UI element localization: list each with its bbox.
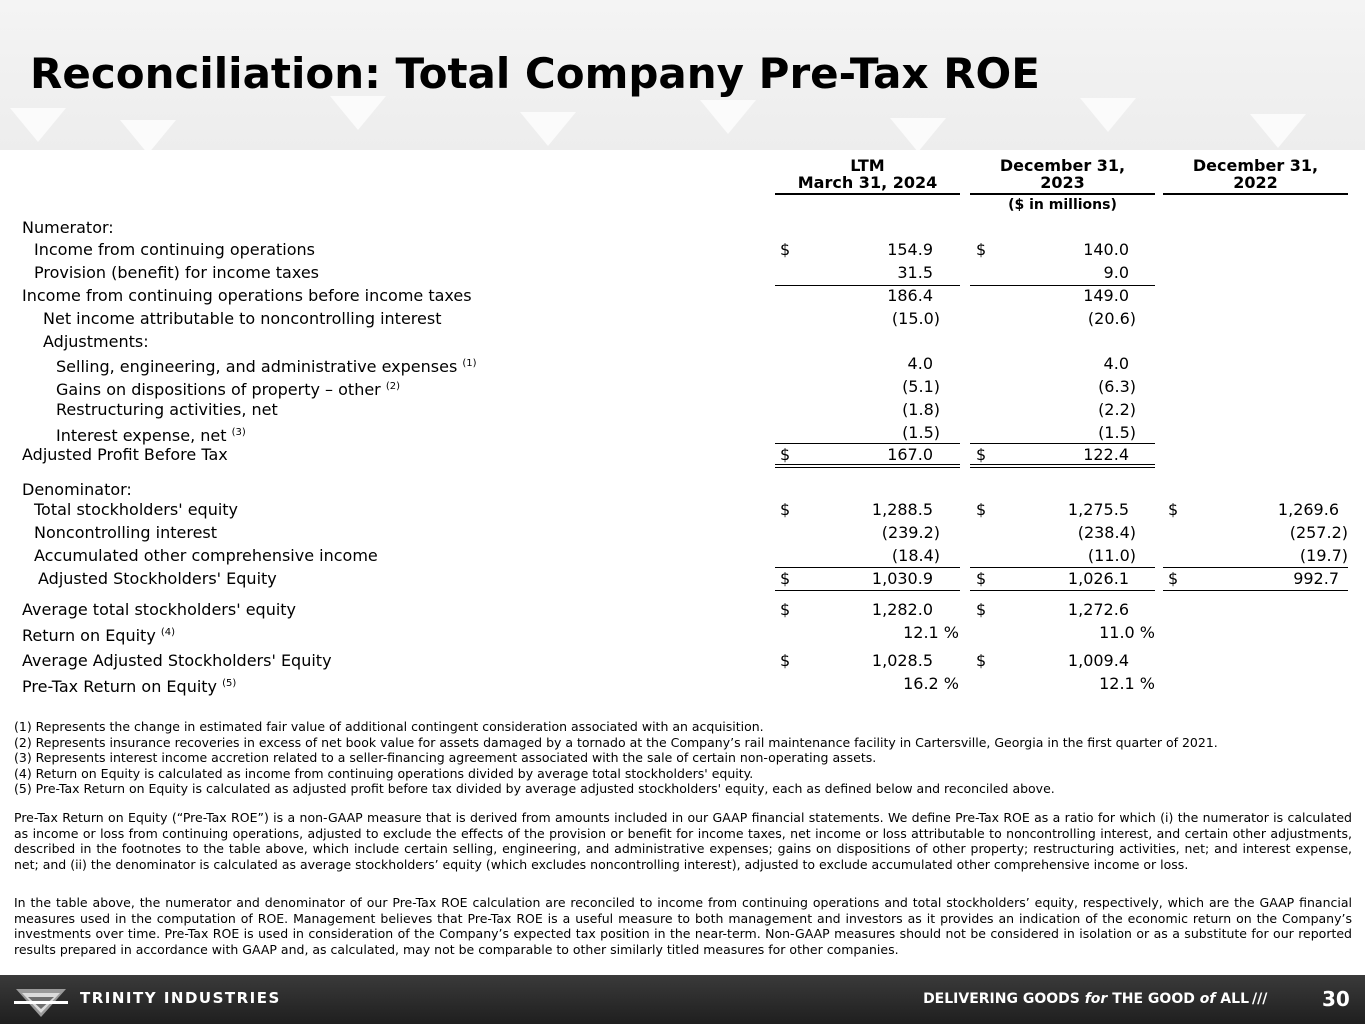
row-label bbox=[34, 545, 378, 567]
value-text: (239.2) bbox=[881, 523, 940, 542]
row-label-text: Adjusted Stockholders' Equity bbox=[38, 569, 277, 588]
value-text: (18.4) bbox=[891, 546, 940, 565]
row-label bbox=[34, 239, 315, 261]
currency-symbol: $ bbox=[976, 600, 987, 619]
value-cell bbox=[780, 545, 955, 567]
value-cell bbox=[780, 376, 955, 398]
currency-symbol: $ bbox=[976, 445, 987, 464]
decor-triangle bbox=[1250, 114, 1306, 148]
value-text: 149.0 bbox=[1083, 286, 1129, 305]
units-label: ($ in millions) bbox=[1008, 197, 1117, 213]
row-label-text: Numerator: bbox=[22, 218, 114, 237]
value-text: 140.0 bbox=[1083, 240, 1129, 259]
footnote: (2) Represents insurance recoveries in excess of net book value for assets damaged by a tornado at the Company’s rail maintenance facility in Cartersville, Georgia in the first quarter of 2021. bbox=[14, 734, 1218, 750]
value-text: (6.3) bbox=[1098, 377, 1136, 396]
decor-triangle bbox=[520, 112, 576, 146]
explanation-paragraph: In the table above, the numerator and denominator of our Pre-Tax ROE calculation are reconciled to income from continuing operations and total stockholders’ equity, respectively, which are the GAAP financial measures used in the computation of ROE. Management believes that Pre-Tax ROE is a useful measure to both management and investors as it provides an indication of the economic return on the Company’s investments over time. Pre-Tax ROE is used in consideration of the Company’s expected tax position in the near-term. Non-GAAP measures should not be considered in isolation or as a substitute for our reported results prepared in accordance with GAAP and, as calculated, may not be comparable to other similarly titled measures for other companies. bbox=[14, 895, 1352, 957]
value-cell bbox=[1168, 522, 1348, 544]
value-text: (257.2) bbox=[1289, 523, 1348, 542]
value-cell bbox=[1168, 568, 1348, 590]
value-cell bbox=[780, 422, 955, 444]
footnote: (4) Return on Equity is calculated as income from continuing operations divided by average total stockholders' equity. bbox=[14, 765, 754, 781]
row-label-text: Selling, engineering, and administrative expenses bbox=[56, 357, 458, 376]
value-text: 4.0 bbox=[1103, 354, 1129, 373]
column-header-2022 bbox=[1163, 157, 1348, 191]
column-header-line2: March 31, 2024 bbox=[797, 173, 938, 192]
subtotal-rule bbox=[775, 285, 960, 286]
row-label-text: Pre-Tax Return on Equity bbox=[22, 677, 218, 696]
header-band bbox=[0, 0, 1365, 150]
value-text: 11.0 % bbox=[1099, 623, 1155, 642]
row-label-text: Gains on dispositions of property – other bbox=[56, 380, 381, 399]
subtotal-rule bbox=[970, 285, 1155, 286]
column-header-line1: December 31, bbox=[1192, 156, 1319, 175]
column-header-rule bbox=[970, 193, 1155, 195]
table-row bbox=[0, 444, 1365, 466]
column-header-line2: 2022 bbox=[1233, 173, 1278, 192]
value-text: 31.5 bbox=[897, 263, 933, 282]
value-cell bbox=[976, 239, 1151, 261]
value-text: (20.6) bbox=[1087, 309, 1136, 328]
row-label-text: Average Adjusted Stockholders' Equity bbox=[22, 651, 332, 670]
row-label bbox=[22, 673, 236, 698]
column-header-line2: 2023 bbox=[1040, 173, 1085, 192]
row-label bbox=[56, 353, 477, 378]
table-row bbox=[0, 422, 1365, 444]
brand-name: TRINITY INDUSTRIES bbox=[80, 989, 281, 1007]
value-cell bbox=[780, 622, 959, 644]
value-cell bbox=[780, 522, 955, 544]
tagline-part: DELIVERING GOODS bbox=[923, 991, 1085, 1007]
value-text: 16.2 % bbox=[903, 674, 959, 693]
total-rule bbox=[775, 443, 960, 444]
footer-bar bbox=[0, 975, 1365, 1024]
value-cell bbox=[976, 399, 1151, 421]
value-cell bbox=[976, 673, 1155, 695]
column-header-ltm bbox=[775, 157, 960, 191]
currency-symbol: $ bbox=[1168, 569, 1179, 588]
value-text: 1,030.9 bbox=[871, 569, 933, 588]
row-label-text: Provision (benefit) for income taxes bbox=[34, 263, 320, 282]
column-header-line1: LTM bbox=[850, 156, 885, 175]
table-row bbox=[0, 376, 1365, 398]
currency-symbol: $ bbox=[780, 651, 791, 670]
value-cell bbox=[780, 650, 955, 672]
value-cell bbox=[976, 262, 1151, 284]
row-label bbox=[34, 499, 238, 521]
row-label-text: Interest expense, net bbox=[56, 426, 227, 445]
subtotal-rule bbox=[970, 567, 1155, 568]
value-cell bbox=[780, 568, 955, 590]
footnote-ref: (1) bbox=[462, 358, 477, 369]
value-cell bbox=[976, 599, 1151, 621]
table-row bbox=[0, 568, 1365, 590]
value-text: 1,028.5 bbox=[871, 651, 933, 670]
value-cell bbox=[976, 522, 1151, 544]
table-row bbox=[0, 285, 1365, 307]
value-text: 12.1 % bbox=[903, 623, 959, 642]
value-cell bbox=[780, 444, 955, 466]
subtotal-rule bbox=[1163, 567, 1348, 568]
table-row bbox=[0, 545, 1365, 567]
value-cell bbox=[780, 262, 955, 284]
decor-triangle bbox=[120, 120, 176, 150]
currency-symbol: $ bbox=[976, 500, 987, 519]
value-cell bbox=[780, 399, 955, 421]
table-row bbox=[0, 622, 1365, 644]
footnote: (3) Represents interest income accretion related to a seller-financing agreement associated with the sale of certain non-operating assets. bbox=[14, 750, 877, 765]
value-text: (1.8) bbox=[902, 400, 940, 419]
table-row bbox=[0, 217, 1365, 239]
tagline bbox=[923, 991, 1249, 1007]
table-row bbox=[0, 599, 1365, 621]
currency-symbol: $ bbox=[976, 240, 987, 259]
total-rule bbox=[970, 590, 1155, 591]
currency-symbol: $ bbox=[780, 600, 791, 619]
value-cell bbox=[976, 285, 1151, 307]
value-cell bbox=[1168, 545, 1348, 567]
value-text: 1,275.5 bbox=[1067, 500, 1129, 519]
value-text: 9.0 bbox=[1103, 263, 1129, 282]
decor-triangle bbox=[1080, 98, 1136, 132]
table-row bbox=[0, 353, 1365, 375]
footnotes bbox=[14, 719, 1352, 797]
currency-symbol: $ bbox=[1168, 500, 1179, 519]
table-row bbox=[0, 262, 1365, 284]
row-label-text: Income from continuing operations bbox=[34, 240, 315, 259]
value-text: (5.1) bbox=[902, 377, 940, 396]
row-label bbox=[22, 285, 472, 307]
value-text: 122.4 bbox=[1083, 445, 1129, 464]
value-text: 1,272.6 bbox=[1067, 600, 1129, 619]
row-label-text: Total stockholders' equity bbox=[34, 500, 239, 519]
column-header-2023 bbox=[970, 157, 1155, 191]
footnote-ref: (3) bbox=[231, 427, 246, 438]
value-cell bbox=[976, 308, 1151, 330]
footnote: (1) Represents the change in estimated fair value of additional contingent consideration associated with an acquisition. bbox=[14, 719, 764, 734]
table-row bbox=[0, 650, 1365, 672]
tagline-part: of bbox=[1199, 991, 1216, 1007]
value-text: 4.0 bbox=[907, 354, 933, 373]
value-text: 1,026.1 bbox=[1067, 569, 1129, 588]
value-cell bbox=[1168, 499, 1348, 521]
value-cell bbox=[976, 650, 1151, 672]
tagline-part: THE GOOD bbox=[1107, 991, 1200, 1007]
footnote: (5) Pre-Tax Return on Equity is calculated as adjusted profit before tax divided by average adjusted stockholders' equity, each as defined below and reconciled above. bbox=[14, 781, 1055, 796]
total-rule bbox=[775, 590, 960, 591]
total-rule bbox=[1163, 590, 1348, 591]
decor-triangle bbox=[890, 118, 946, 150]
currency-symbol: $ bbox=[780, 569, 791, 588]
value-text: (15.0) bbox=[891, 309, 940, 328]
currency-symbol: $ bbox=[780, 500, 791, 519]
row-label-text: Noncontrolling interest bbox=[34, 523, 218, 542]
row-label bbox=[22, 622, 175, 647]
value-text: (1.5) bbox=[902, 423, 940, 442]
value-text: 154.9 bbox=[887, 240, 933, 259]
tagline-part: ALL bbox=[1215, 991, 1249, 1007]
row-label bbox=[56, 399, 278, 421]
double-rule bbox=[970, 464, 1155, 468]
row-label bbox=[22, 444, 228, 466]
row-label bbox=[43, 308, 441, 330]
value-cell bbox=[780, 599, 955, 621]
value-cell bbox=[780, 673, 959, 695]
currency-symbol: $ bbox=[976, 569, 987, 588]
row-label bbox=[22, 217, 114, 239]
value-cell bbox=[976, 568, 1151, 590]
subtotal-rule bbox=[775, 567, 960, 568]
table-row bbox=[0, 308, 1365, 330]
trinity-logo-icon bbox=[14, 981, 68, 1019]
footnote-ref: (5) bbox=[222, 678, 237, 689]
row-label-text: Return on Equity bbox=[22, 626, 156, 645]
value-text: 12.1 % bbox=[1099, 674, 1155, 693]
page-title: Reconciliation: Total Company Pre-Tax ROE bbox=[30, 49, 1040, 98]
currency-symbol: $ bbox=[976, 651, 987, 670]
value-text: 1,288.5 bbox=[871, 500, 933, 519]
double-rule bbox=[775, 464, 960, 468]
currency-symbol: $ bbox=[780, 445, 791, 464]
currency-symbol: $ bbox=[780, 240, 791, 259]
value-cell bbox=[780, 239, 955, 261]
value-text: 1,269.6 bbox=[1277, 500, 1339, 519]
value-cell bbox=[976, 545, 1151, 567]
value-cell bbox=[976, 422, 1151, 444]
row-label-text: Adjustments: bbox=[43, 332, 149, 351]
row-label bbox=[43, 331, 149, 353]
row-label bbox=[34, 522, 217, 544]
value-cell bbox=[780, 308, 955, 330]
value-text: 1,282.0 bbox=[871, 600, 933, 619]
table-row bbox=[0, 673, 1365, 695]
row-label-text: Accumulated other comprehensive income bbox=[34, 546, 378, 565]
value-text: 1,009.4 bbox=[1067, 651, 1129, 670]
divider-slashes: /// bbox=[1252, 991, 1268, 1007]
value-cell bbox=[976, 499, 1151, 521]
value-cell bbox=[780, 353, 955, 375]
row-label bbox=[22, 479, 132, 501]
table-row bbox=[0, 479, 1365, 501]
row-label bbox=[22, 650, 332, 672]
value-text: (1.5) bbox=[1098, 423, 1136, 442]
value-text: (11.0) bbox=[1087, 546, 1136, 565]
column-header-rule bbox=[1163, 193, 1348, 195]
total-rule bbox=[970, 443, 1155, 444]
value-text: (238.4) bbox=[1077, 523, 1136, 542]
value-text: (19.7) bbox=[1299, 546, 1348, 565]
table-row bbox=[0, 239, 1365, 261]
value-text: 992.7 bbox=[1293, 569, 1339, 588]
value-text: 167.0 bbox=[887, 445, 933, 464]
column-header-rule bbox=[775, 193, 960, 195]
value-text: 186.4 bbox=[887, 286, 933, 305]
value-cell bbox=[976, 376, 1151, 398]
value-cell bbox=[780, 499, 955, 521]
decor-triangle bbox=[700, 100, 756, 134]
row-label-text: Restructuring activities, net bbox=[56, 400, 278, 419]
row-label-text: Net income attributable to noncontrolling interest bbox=[43, 309, 442, 328]
footnote-ref: (2) bbox=[385, 381, 401, 392]
row-label-text: Average total stockholders' equity bbox=[22, 600, 297, 619]
table-row bbox=[0, 331, 1365, 353]
definition-paragraph: Pre-Tax Return on Equity (“Pre-Tax ROE”) is a non-GAAP measure that is derived from amounts included in our GAAP financial statements. We define Pre-Tax ROE as a ratio for which (i) the numerator is calculated as income or loss from continuing operations, adjusted to exclude the effects of the provision or benefit for income taxes, net income or loss attributable to noncontrolling interest, and certain other adjustments, described in the footnotes to the table above, which include certain selling, engineering, and administrative expenses; gains on dispositions of other property; restructuring activities, net; and interest expense, net; and (ii) the denominator is calculated as average stockholders’ equity (which excludes noncontrolling interest), adjusted to exclude accumulated other comprehensive income or loss. bbox=[14, 810, 1352, 872]
value-cell bbox=[780, 285, 955, 307]
row-label-text: Denominator: bbox=[22, 480, 132, 499]
table-row bbox=[0, 499, 1365, 521]
value-text: (2.2) bbox=[1098, 400, 1136, 419]
value-cell bbox=[976, 444, 1151, 466]
row-label bbox=[56, 376, 400, 401]
row-label bbox=[38, 568, 277, 590]
row-label-text: Income from continuing operations before income taxes bbox=[22, 286, 472, 305]
table-row bbox=[0, 399, 1365, 421]
column-header-line1: December 31, bbox=[999, 156, 1126, 175]
row-label bbox=[34, 262, 319, 284]
page-number: 30 bbox=[1322, 987, 1350, 1011]
row-label bbox=[22, 599, 296, 621]
table-row bbox=[0, 522, 1365, 544]
decor-triangle bbox=[10, 108, 66, 142]
value-cell bbox=[976, 353, 1151, 375]
footnote-ref: (4) bbox=[160, 627, 176, 638]
row-label-text: Adjusted Profit Before Tax bbox=[22, 445, 228, 464]
tagline-part: for bbox=[1084, 991, 1108, 1007]
value-cell bbox=[976, 622, 1155, 644]
